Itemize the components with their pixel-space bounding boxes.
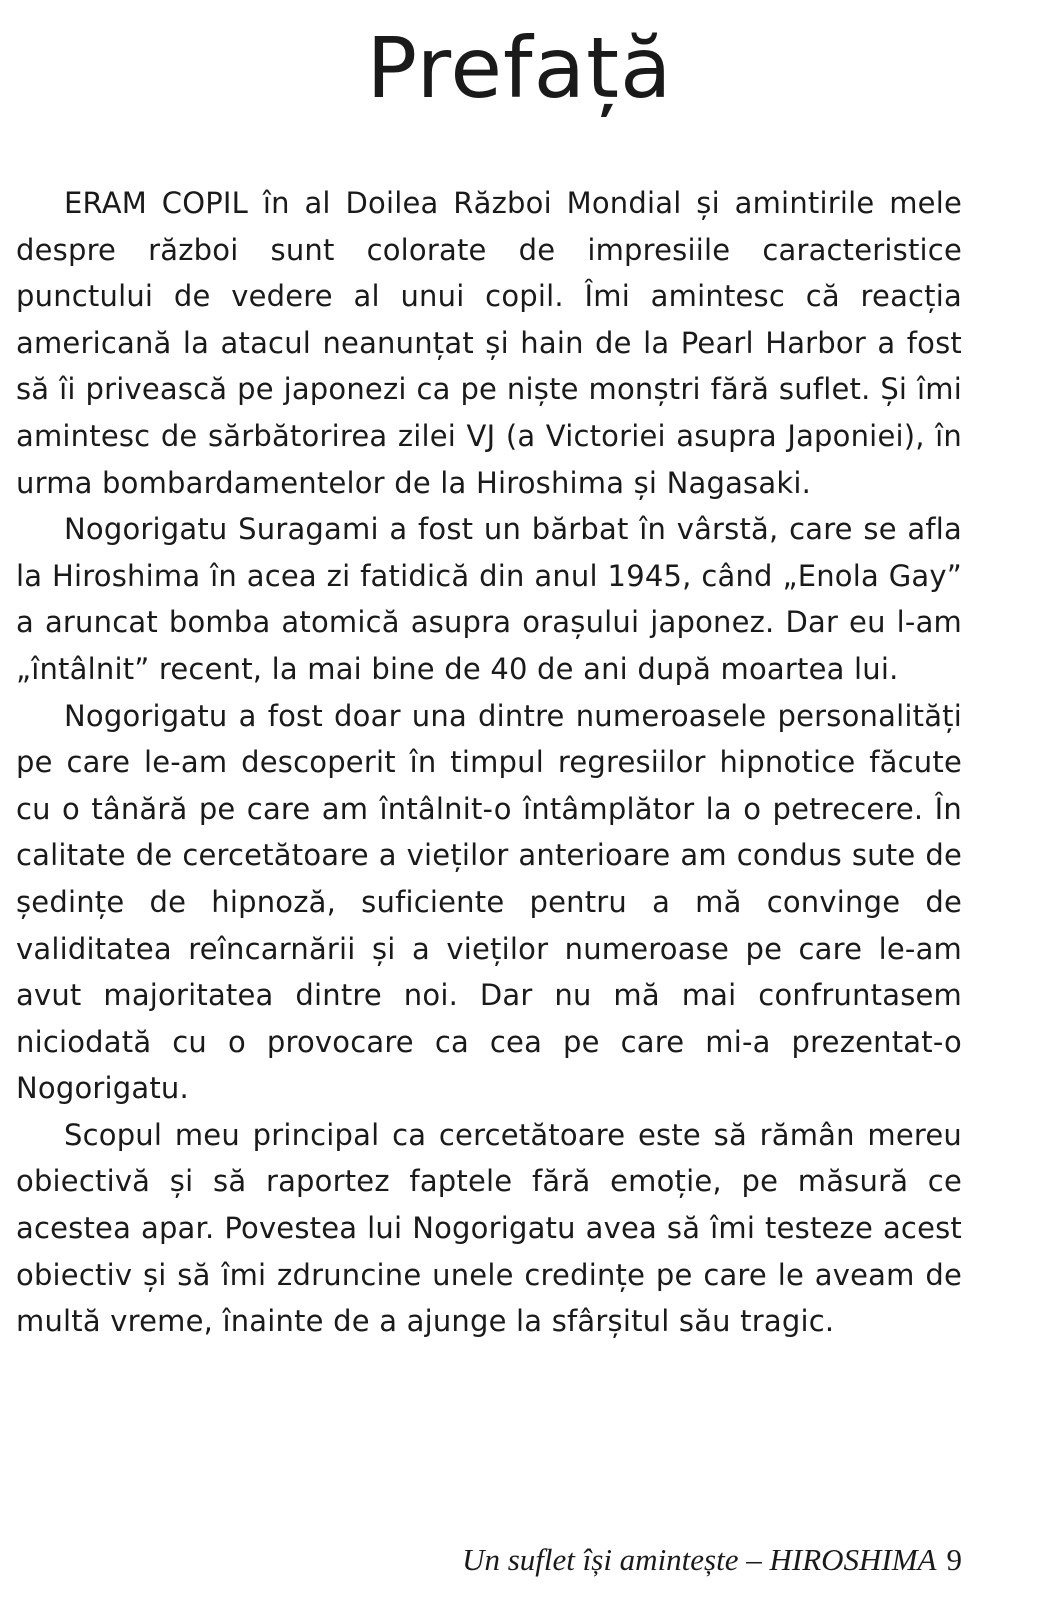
page-number: 9 (946, 1542, 962, 1577)
paragraph-3: Nogorigatu a fost doar una dintre numeroasele personalități pe care le-am descoperit în timpul regresiilor hipnotice făcute cu o tânără pe care am întâlnit-o întâmplător la o petrecere. În calitate de cercetătoare a vieților anterioare am condus sute de ședințe de hipnoză, suficiente pentru a mă convinge de validitatea reîncarnării și a vieților numeroase pe care le-am avut majoritatea dintre noi. Dar nu mă mai confruntasem niciodată cu o provocare ca cea pe care mi-a prezentat-o Nogorigatu. (16, 698, 962, 1106)
paragraph-2: Nogorigatu Suragami a fost un bărbat în vârstă, care se afla la Hiroshima în acea zi fatidică din anul 1945, când „Enola Gay” a aruncat bomba atomică asupra orașului japonez. Dar eu l-am „întâlnit” recent, la mai bine de 40 de ani după moartea lui. (16, 512, 962, 686)
running-head: Un suflet își amintește – HIROSHIMA (462, 1542, 937, 1577)
page-title: Prefață (366, 19, 673, 117)
body-text (16, 180, 962, 1345)
page-footer (462, 1540, 962, 1580)
paragraph-4: Scopul meu principal ca cercetătoare este să rămân mereu obiectivă și să raportez faptele fără emoție, pe măsură ce acestea apar. Povestea lui Nogorigatu avea să îmi testeze acest obiectiv și să îmi zdruncine unele credințe pe care le aveam de multă vreme, înainte de a ajunge la sfârșitul său tragic. (16, 1117, 962, 1339)
paragraph-1: ERAM COPIL în al Doilea Război Mondial și amintirile mele despre război sunt colorate de impresiile caracteristice punctului de vedere al unui copil. Îmi amintesc că reacția americană la atacul neanunțat și hain de la Pearl Harbor a fost să îi privească pe japonezi ca pe niște monștri fără suflet. Și îmi amintesc de sărbătorirea zilei VJ (a Victoriei asupra Japoniei), în urma bombardamentelor de la Hiroshima și Nagasaki. (16, 186, 962, 500)
